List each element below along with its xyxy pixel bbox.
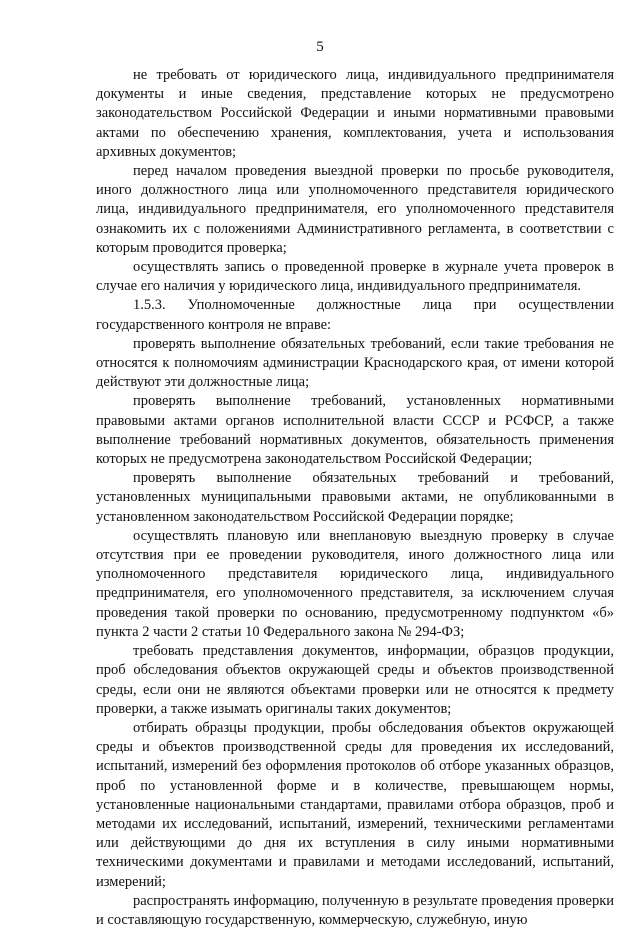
paragraph: проверять выполнение требований, установленных нормативными правовыми актами органов исполнительной власти СССР и РСФСР, а также выполнение требований нормативных документов, обязательность применения которых не предусмотрена законодательством Российской Федерации; — [96, 393, 614, 468]
paragraph: осуществлять плановую или внеплановую выездную проверку в случае отсутствия при ее проведении руководителя, иного должностного лица или уполномоченного представителя юридического лица, индивидуального предпринимателя, его уполномоченного представителя, за исключением случая проведения такой проверки по основанию, предусмотренному подпунктом «б» пункта 2 части 2 статьи 10 Федерального закона № 294-ФЗ; — [96, 527, 614, 640]
document-body — [96, 66, 614, 930]
paragraph: отбирать образцы продукции, пробы обследования объектов окружающей среды и объектов производственной среды для проведения их исследований, испытаний, измерений без оформления протоколов об отборе указанных образцов, проб по установленной форме и в количестве, превышающем нормы, установленные национальными стандартами, правилами отбора образцов, проб и методами их исследований, испытаний, измерений, техническими регламентами или действующими до дня их вступления в силу иными нормативными техническими документами и правилами и методами исследований, испытаний, измерений; — [96, 719, 614, 890]
paragraph: проверять выполнение обязательных требований и требований, установленных муниципальными правовыми актами, не опубликованными в установленном законодательством Российской Федерации порядке; — [96, 470, 614, 525]
paragraph: требовать представления документов, информации, образцов продукции, проб обследования объектов окружающей среды и объектов производственной среды, если они не являются объектами проверки или не относятся к предмету проверки, а также изымать оригиналы таких документов; — [96, 643, 614, 717]
paragraph: распространять информацию, полученную в результате проведения проверки и составляющую государственную, коммерческую, служебную, иную — [96, 892, 614, 928]
paragraph: 1.5.3. Уполномоченные должностные лица при осуществлении государственного контроля не вправе: — [96, 297, 614, 333]
paragraph: проверять выполнение обязательных требований, если такие требования не относятся к полномочиям администрации Краснодарского края, от имени которой действуют эти должностные лица; — [96, 335, 614, 391]
page-number: 5 — [316, 39, 324, 55]
paragraph: не требовать от юридического лица, индивидуального предпринимателя документы и иные сведения, представление которых не предусмотрено законодательством Российской Федерации и иными нормативными правовыми актами по обеспечению хранения, комплектования, учета и использования архивных документов; — [96, 67, 614, 160]
paragraph: осуществлять запись о проведенной проверке в журнале учета проверок в случае его наличия у юридического лица, индивидуального предпринимателя. — [96, 259, 614, 295]
paragraph: перед началом проведения выездной проверки по просьбе руководителя, иного должностного лица или уполномоченного представителя юридического лица, индивидуального предпринимателя, его уполномоченного представителя ознакомить их с положениями Административного регламента, в соответствии с которым проводится проверка; — [96, 163, 614, 256]
